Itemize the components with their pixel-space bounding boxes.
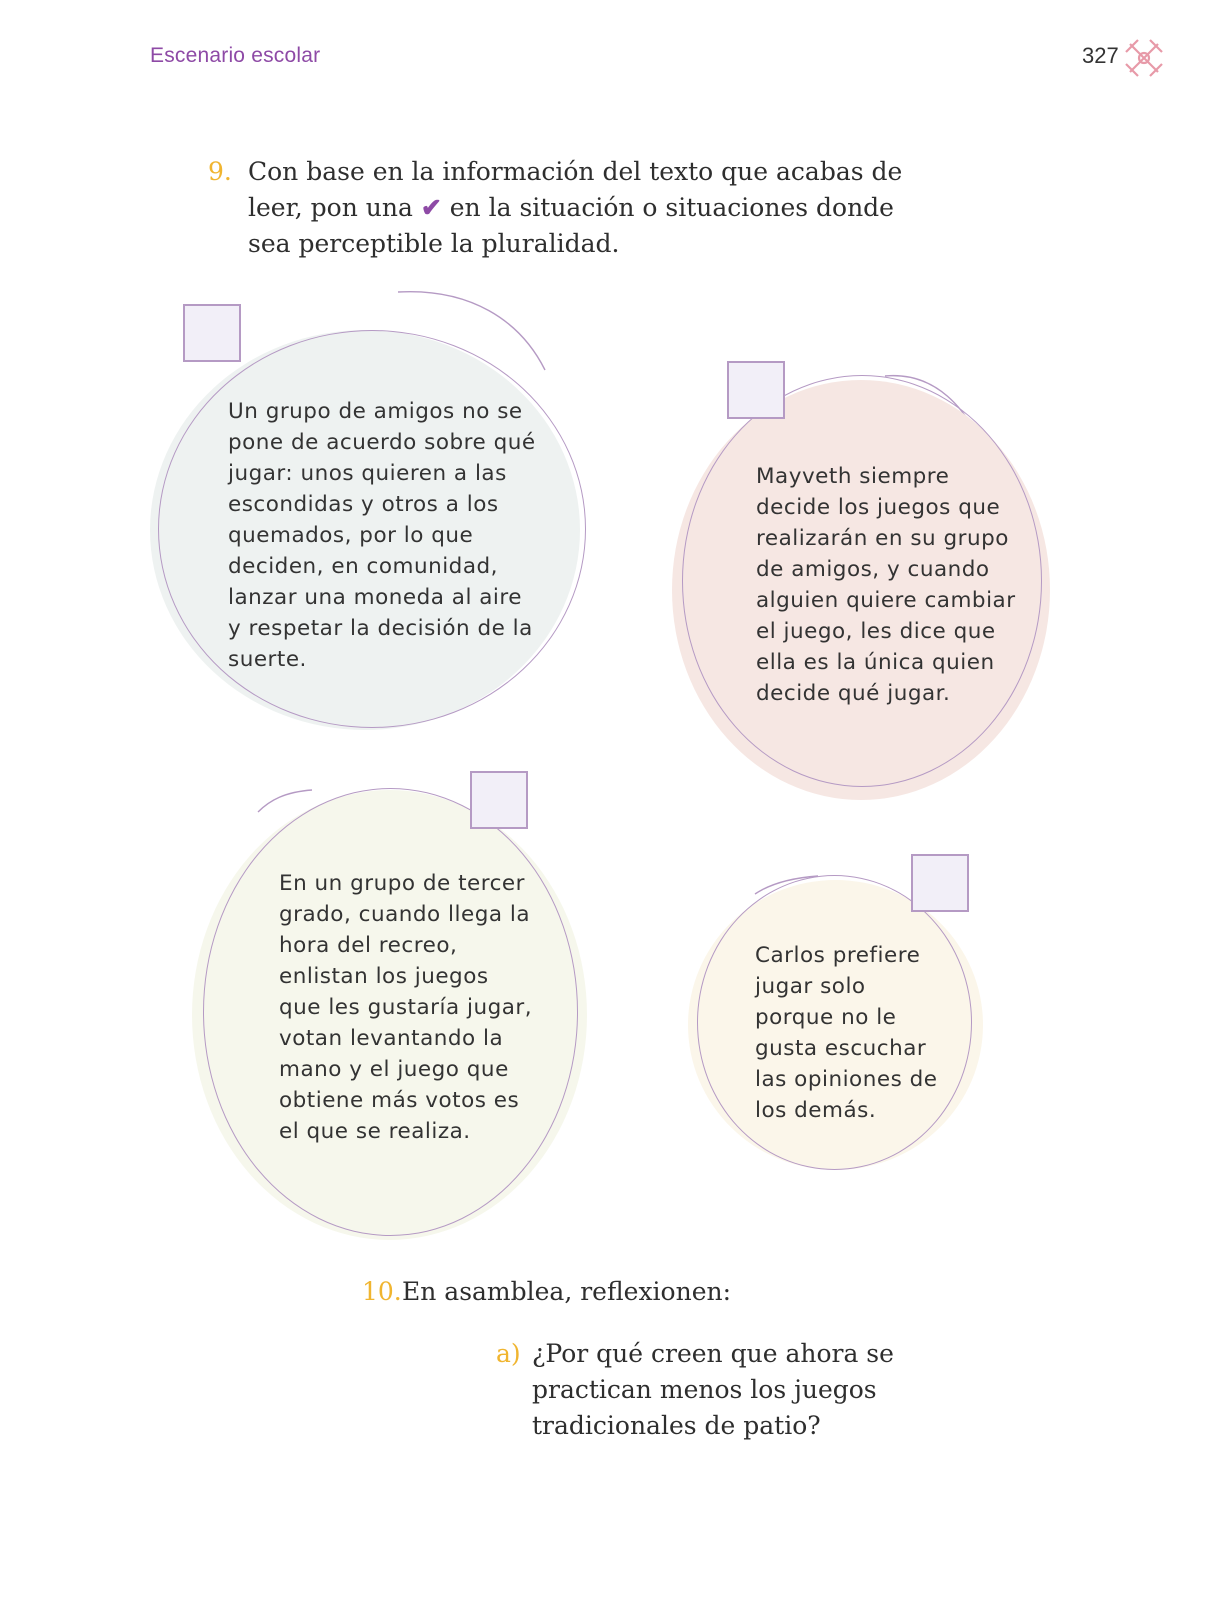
situation-text: En un grupo de tercer grado, cuando llega la hora del recreo, enlistan los juegos que les gustaría jugar, votan levantando la mano y el juego que obtiene más votos es el que se realiza. <box>279 871 533 1144</box>
situation-checkbox[interactable] <box>183 304 241 362</box>
check-mark-icon: ✔ <box>420 193 442 222</box>
question-number: 9. <box>208 157 232 186</box>
woven-star-icon <box>1124 38 1164 78</box>
situation-text: Carlos prefiere jugar solo porque no le gusta escuchar las opiniones de los demás. <box>755 943 938 1123</box>
sub-question-label: a) <box>496 1339 521 1368</box>
page-number: 327 <box>1082 43 1119 68</box>
situation-text: Mayveth siempre decide los juegos que realizarán en su grupo de amigos, y cuando alguien quiere cambiar el juego, les dice que ella es la única quien decide qué jugar. <box>756 464 1016 706</box>
question-text: En asamblea, reflexionen: <box>402 1277 732 1306</box>
section-title: Escenario escolar <box>150 44 321 67</box>
question-number: 10. <box>362 1277 402 1306</box>
situation-checkbox[interactable] <box>470 771 528 829</box>
sub-question-text: ¿Por qué creen que ahora se practican menos los juegos tradicionales de patio? <box>532 1339 894 1440</box>
situation-checkbox[interactable] <box>727 361 785 419</box>
situation-checkbox[interactable] <box>911 854 969 912</box>
situation-text: Un grupo de amigos no se pone de acuerdo sobre qué jugar: unos quieren a las escondidas y otros a los quemados, por lo que deciden, en comunidad, lanzar una moneda al aire y respetar la decisión de la suerte. <box>228 399 536 672</box>
question-text: Con base en la información del texto que acabas de leer, pon una ✔ en la situación o situaciones donde sea perceptible la pluralidad. <box>248 157 903 258</box>
